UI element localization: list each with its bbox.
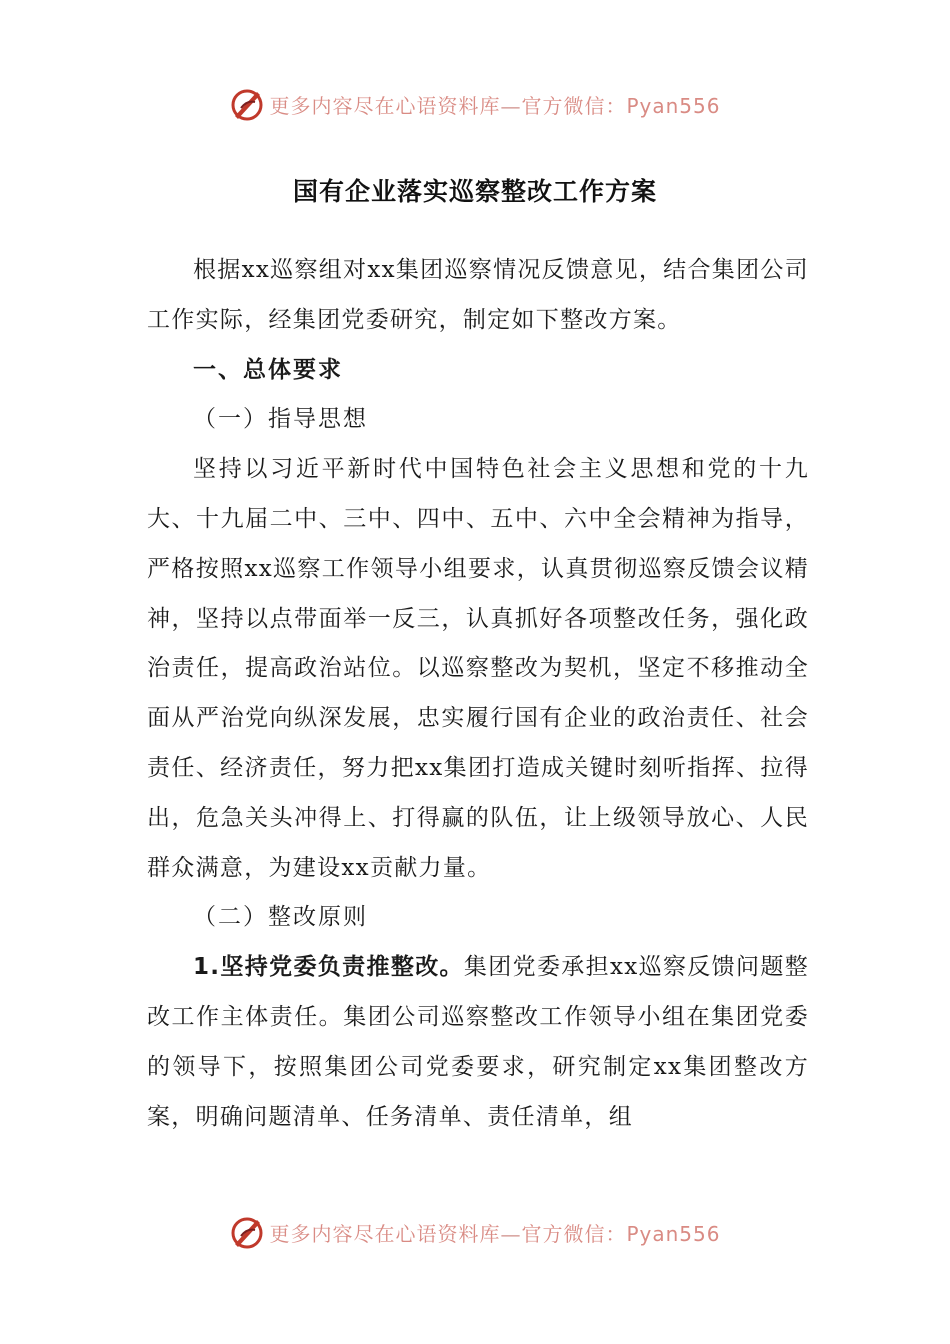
subsection-heading-1: （一）指导思想 (193, 406, 368, 433)
document-title: 国有企业落实巡察整改工作方案 (292, 177, 657, 206)
banner-text: 更多内容尽在心语资料库—官方微信：Pyan556 (269, 93, 721, 118)
banner-text: 更多内容尽在心语资料库—官方微信：Pyan556 (269, 1221, 721, 1246)
watermark-banner-top (0, 82, 950, 126)
principle-1-text: 集团党委承担xx巡察反馈问题整改工作主体责任。集团公司巡察整改工作领导小组在集团党委的领导下，按照集团公司党委要求，研究制定xx集团整改方案，明确问题清单、任务清单、责任清单，组 (147, 954, 810, 1130)
intro-paragraph: 根据xx巡察组对xx集团巡察情况反馈意见，结合集团公司工作实际，经集团党委研究，制定如下整改方案。 (147, 257, 809, 333)
principle-1-paragraph (147, 943, 809, 1142)
guiding-ideology-paragraph: 坚持以习近平新时代中国特色社会主义思想和党的十九大、十九届二中、三中、四中、五中、六中全会精神为指导，严格按照xx巡察工作领导小组要求，认真贯彻巡察反馈会议精神，坚持以点带面举一反三，认真抓好各项整改任务，强化政治责任，提高政治站位。以巡察整改为契机，坚定不移推动全面从严治党向纵深发展，忠实履行国有企业的政治责任、社会责任、经济责任，努力把xx集团打造成关键时刻听指挥、拉得出，危急关头冲得上、打得赢的队伍，让上级领导放心、人民群众满意，为建设xx贡献力量。 (147, 456, 809, 881)
document-body (147, 246, 809, 1142)
principle-1-lead: 1.坚持党委负责推整改。 (193, 954, 464, 981)
watermark-banner-bottom (0, 1210, 950, 1254)
pen-logo-icon (229, 1214, 265, 1250)
pen-logo-icon (229, 86, 265, 122)
subsection-heading-2: （二）整改原则 (193, 904, 368, 931)
section-heading-1: 一、总体要求 (193, 356, 343, 383)
